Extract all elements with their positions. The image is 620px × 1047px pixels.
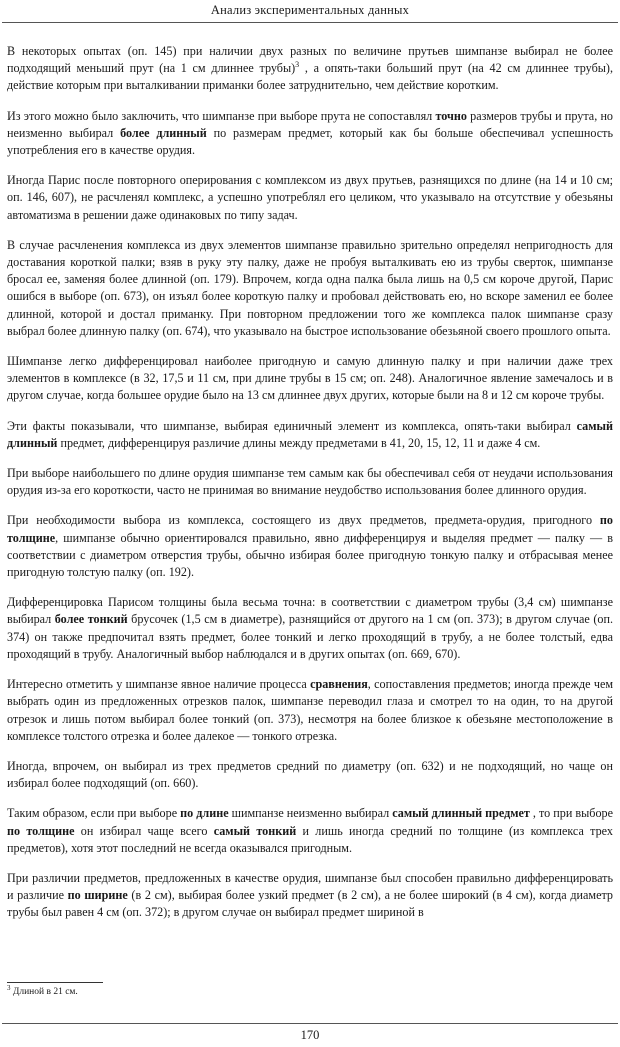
emphasized-text: по ширине [67, 888, 128, 903]
paragraph-text: он избирал чаще всего [74, 823, 214, 838]
paragraph [7, 108, 613, 160]
emphasized-text: самый длинный предмет [392, 806, 530, 821]
paragraph [7, 758, 613, 792]
paragraph-text: брусочек (1,5 см в диаметре), разнящийся от другого на 1 см (оп. 373); в другом случае (оп. 374) он также предпочитал взять предмет, более тонкий и легко проходящий в трубу, а не более толстый, едва проходящий в трубу. Аналогичный выбор наблюдался и в других опытах (оп. 669, 670). [7, 612, 613, 661]
paragraph-text: предмет, дифференцируя различие длины между предметами в 41, 20, 15, 12, 11 и даже 4 см. [57, 435, 541, 450]
paragraph-text: Таким образом, если при выборе [7, 806, 181, 821]
paragraph-text: В некоторых опытах (оп. 145) при наличии двух разных по величине прутьев шимпанзе выбирал не более подходящий меньший прут (на 1 см длиннее трубы) [7, 44, 613, 76]
paragraph-text: , шимпанзе обычно ориентировался правильно, явно дифференцируя и выделяя предмет — палку — в соответствии с диаметром отверстия трубы, обычно избирая более пригодную тонкую палку и отбрасывая менее пригодную толстую палку (оп. 192). [7, 530, 613, 580]
footnote [7, 983, 78, 998]
paragraph-text: шимпанзе неизменно выбирал [228, 806, 393, 821]
emphasized-text: по толщине [7, 513, 613, 545]
emphasized-text: более длинный [120, 125, 207, 140]
paragraph [7, 512, 613, 581]
paragraph [7, 676, 613, 745]
running-header [0, 0, 620, 22]
paragraph-text: Эти факты показывали, что шимпанзе, выбирая единичный элемент из комплекса, опять-таки выбирал [7, 418, 577, 433]
paragraph-text: Иногда Парис после повторного оперирования с комплексом из двух прутьев, разнящихся по длине (на 14 и 10 см; оп. 146, 607), не расчленял комплекс, а успешно употреблял его целиком, что указывало на отсутствие у обезьяны автоматизма в решении даже одинаковых по типу задач. [7, 173, 613, 222]
paragraph-text: В случае расчленения комплекса из двух элементов шимпанзе правильно зрительно определял непригодность для доставания короткой палки; взяв в руку эту палку, даже не пробуя выталкивать ею из трубы сверток, шимпанзе бросал ее, заменяя более длинной (оп. 179). Впрочем, когда одна палка была лишь на 0,5 см короче другой, Парис ошибся в выборе (оп. 673), он изъял более короткую палку и пробовал действовать ею, но вскоре заменил ее более длинной, которой и достал приманку. При повторном предложении того же комплекса палок шимпанзе сразу выбрал более длинную палку (оп. 674), что указывало на быстрое использование обезьяной своего прошлого опыта. [7, 237, 613, 338]
body-text [7, 43, 613, 935]
footnote-rule [7, 982, 103, 983]
paragraph [7, 870, 613, 922]
paragraph [7, 43, 613, 95]
footer-rule [2, 1023, 618, 1024]
paragraph-text: При выборе наибольшего по длине орудия шимпанзе тем самым как бы обеспечивал себя от неудачи использования орудия из-за его короткости, часто не принимая во внимание неудобство использования более длинного орудия. [7, 466, 613, 498]
paragraph-text: Из этого можно было заключить, что шимпанзе при выборе прута не сопоставлял [7, 108, 436, 123]
paragraph [7, 465, 613, 499]
paragraph [7, 418, 613, 452]
paragraph-text: по размерам предмет, который как бы больше обеспечивал успешность употребления его в качестве орудия. [7, 125, 614, 158]
paragraph [7, 594, 613, 663]
footnote-reference: 3 [295, 60, 300, 70]
emphasized-text: более тонкий [54, 612, 128, 627]
emphasized-text: самый длинный [7, 418, 613, 450]
paragraph [7, 172, 613, 224]
emphasized-text: самый тонкий [213, 823, 297, 838]
paragraph [7, 353, 613, 405]
paragraph-text: Интересно отметить у шимпанзе явное наличие процесса [7, 677, 311, 692]
paragraph-text: При различии предметов, предложенных в качестве орудия, шимпанзе был способен правильно дифференцировать и различие [7, 870, 613, 903]
paragraph-text: При необходимости выбора из комплекса, состоящего из двух предметов, предмета-орудия, пригодного [7, 513, 600, 528]
paragraph-text: размеров трубы и прута, но неизменно выбирал [7, 108, 614, 140]
paragraph-text: (в 2 см), выбирая более узкий предмет (в 2 см), а не более широкий (в 4 см), когда диаметр трубы был равен 4 см (оп. 372); в другом случае он выбирал предмет шириной в [7, 888, 613, 920]
header-rule [2, 22, 618, 23]
emphasized-text: по толщине [7, 823, 75, 838]
paragraph [7, 237, 613, 340]
footnote-mark: 3 [7, 983, 11, 992]
running-header-title: Анализ экспериментальных данных [210, 3, 410, 17]
emphasized-text: точно [435, 108, 467, 123]
paragraph-text: , а опять-таки больший прут (на 42 см длиннее трубы), действие которым при выталкивании приманки более затруднительно, чем действие коротким. [7, 61, 613, 93]
emphasized-text: по длине [180, 806, 229, 821]
paragraph-text: , то при выборе [529, 806, 613, 821]
page-number: 170 [300, 1028, 320, 1042]
paragraph-text: и лишь иногда средний по толщине (из комплекса трех предметов), хотя этот последний не всегда оказывался пригодным. [7, 823, 613, 855]
paragraph-text: , сопоставления предметов; иногда прежде чем выбрать один из предложенных отрезков палок, шимпанзе переводил глаза и смотрел то на один, то на другой отрезок и лишь потом выбирал более тонкий (оп. 373), несмотря на более близкое к обезьяне местоположение в комплексе толстого отрезка и более далекое — тонкого отрезка. [7, 677, 614, 743]
footnote-text: Длиной в 21 см. [10, 987, 78, 997]
paragraph-text: Дифференцировка Парисом толщины была весьма точна: в соответствии с диаметром трубы (3,4 см) шимпанзе выбирал [7, 595, 613, 627]
emphasized-text: сравнения [310, 677, 368, 692]
paragraph-text: Шимпанзе легко дифференцировал наиболее пригодную и самую длинную палку и при наличии даже трех элементов в комплексе (в 32, 17,5 и 11 см, при длине трубы в 15 см; оп. 248). Аналогичное явление замечалось и в другом случае, когда большее орудие было на 13 см длиннее двух других, которые были на 8 и 12 см короче трубы. [7, 354, 613, 403]
paragraph [7, 805, 613, 857]
paragraph-text: Иногда, впрочем, он выбирал из трех предметов средний по диаметру (оп. 632) и не подходящий, но чаще он избирал более подходящий (оп. 660). [7, 758, 613, 791]
